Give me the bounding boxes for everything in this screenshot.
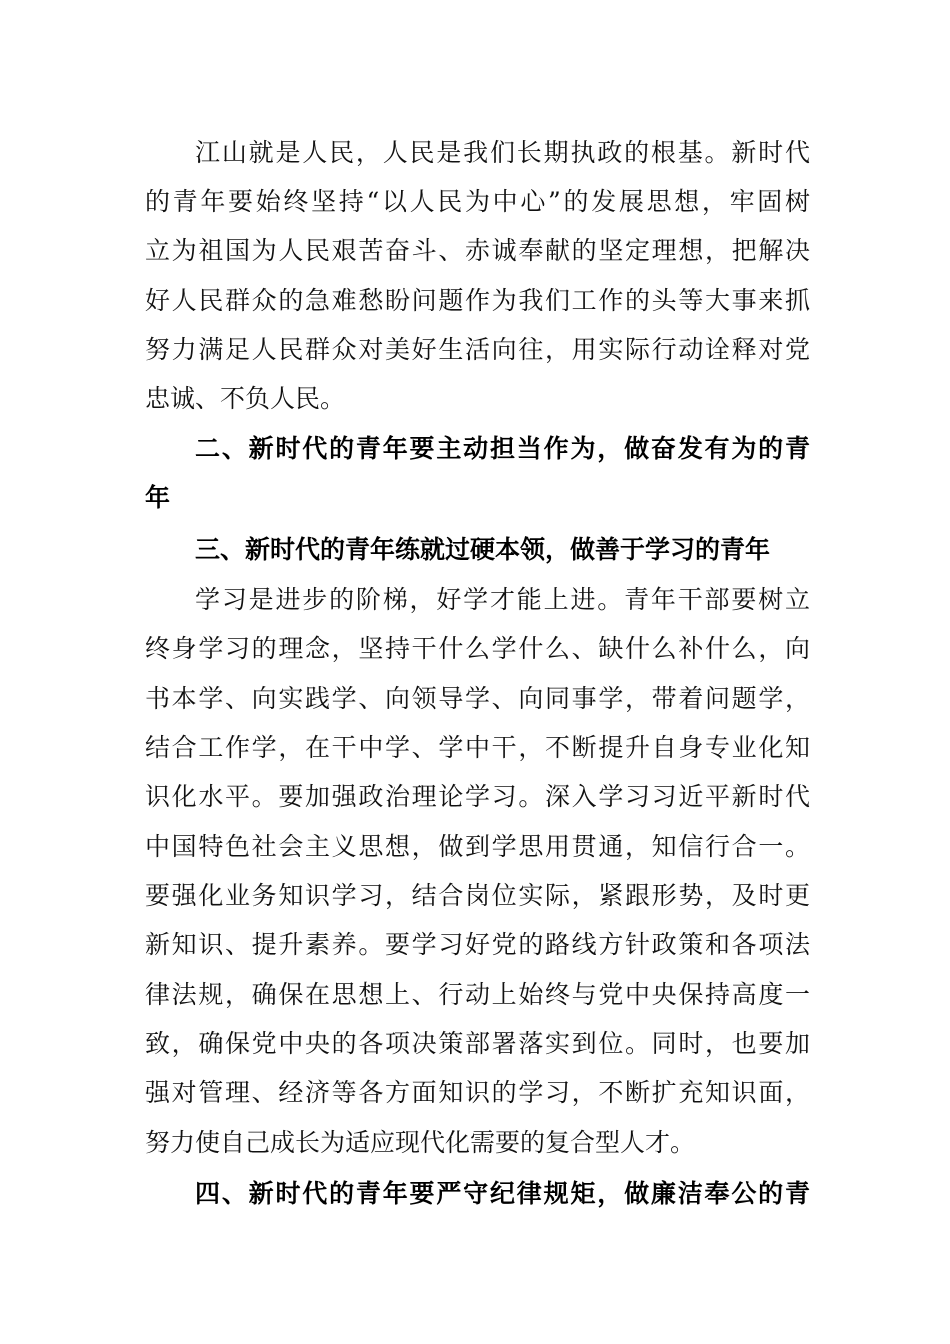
section-heading-3: 三、新时代的青年练就过硬本领，做善于学习的青年 — [195, 535, 771, 564]
section-heading-2: 二、新时代的青年要主动担当作为，做奋发有为的青 — [195, 434, 810, 463]
paragraph-line: 书本学、向实践学、向领导学、向同事学，带着问题学， — [145, 684, 810, 713]
paragraph-line: 努力使自己成长为适应现代化需要的复合型人才。 — [145, 1128, 696, 1157]
paragraph-line: 新知识、提升素养。要学习好党的路线方针政策和各项法 — [145, 930, 810, 959]
paragraph-line: 好人民群众的急难愁盼问题作为我们工作的头等大事来抓 — [145, 286, 810, 315]
paragraph-line: 立为祖国为人民艰苦奋斗、赤诚奉献的坚定理想，把解决 — [145, 236, 810, 265]
paragraph-line: 的青年要始终坚持“以人民为中心”的发展思想，牢固树 — [145, 187, 810, 216]
paragraph-line: 识化水平。要加强政治理论学习。深入学习习近平新时代 — [145, 782, 810, 811]
paragraph-line: 学习是进步的阶梯，好学才能上进。青年干部要树立 — [195, 585, 810, 614]
paragraph-line: 忠诚、不负人民。 — [145, 384, 346, 413]
paragraph-line: 要强化业务知识学习，结合岗位实际，紧跟形势，及时更 — [145, 881, 810, 910]
paragraph-line: 中国特色社会主义思想，做到学思用贯通，知信行合一。 — [145, 832, 810, 861]
paragraph-line: 致，确保党中央的各项决策部署落实到位。同时，也要加 — [145, 1029, 810, 1058]
paragraph-line: 律法规，确保在思想上、行动上始终与党中央保持高度一 — [145, 980, 810, 1009]
paragraph-line: 努力满足人民群众对美好生活向往，用实际行动诠释对党 — [145, 335, 810, 364]
section-heading-2-continued: 年 — [145, 483, 171, 512]
section-heading-4: 四、新时代的青年要严守纪律规矩，做廉洁奉公的青 — [195, 1179, 810, 1208]
paragraph-line: 终身学习的理念，坚持干什么学什么、缺什么补什么，向 — [145, 634, 810, 663]
paragraph-line: 强对管理、经济等各方面知识的学习，不断扩充知识面， — [145, 1078, 810, 1107]
paragraph-line: 结合工作学，在干中学、学中干，不断提升自身专业化知 — [145, 733, 810, 762]
paragraph-line: 江山就是人民，人民是我们长期执政的根基。新时代 — [195, 138, 810, 167]
